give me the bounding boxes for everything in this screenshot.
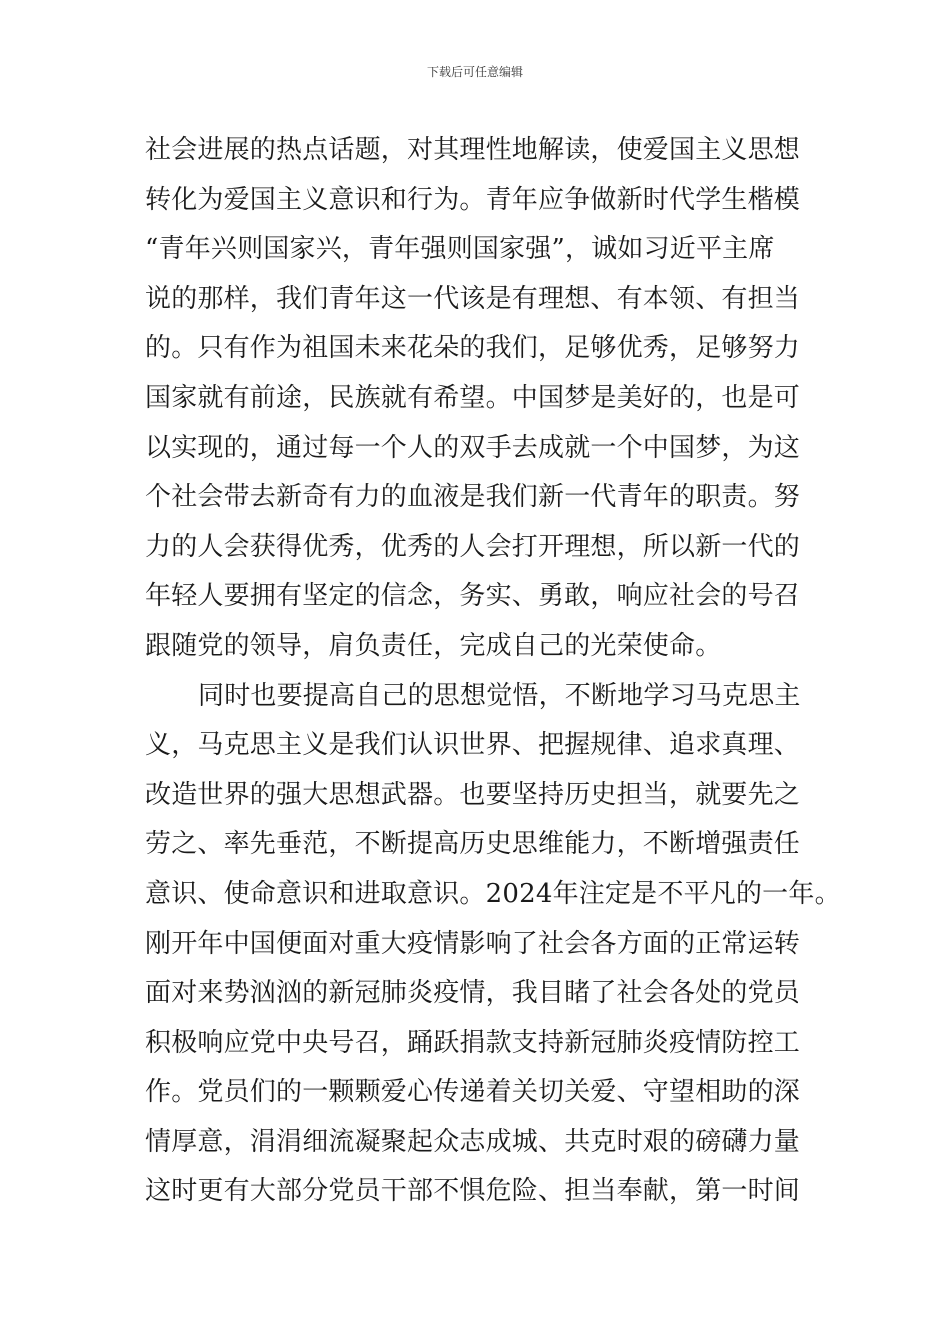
text-line: 社会进展的热点话题，对其理性地解读，使爱国主义思想 — [145, 135, 801, 165]
text-line: 力的人会获得优秀，优秀的人会打开理想，所以新一代的 — [145, 531, 801, 562]
text-line: 刚开年中国便面对重大疫情影响了社会各方面的正常运转 — [145, 928, 801, 959]
text-line: 说的那样，我们青年这一代该是有理想、有本领、有担当 — [145, 283, 801, 314]
text-line: 面对来势汹汹的新冠肺炎疫情，我目睹了社会各处的党员 — [145, 978, 801, 1009]
text-line: “青年兴则国家兴，青年强则国家强”，诚如习近平主席 — [145, 234, 775, 265]
text-line: 转化为爱国主义意识和行为。青年应争做新时代学生楷模 — [145, 184, 801, 215]
text-line: 积极响应党中央号召，踊跃捐款支持新冠肺炎疫情防控工 — [145, 1027, 801, 1058]
text-line: 年轻人要拥有坚定的信念，务实、勇敢，响应社会的号召 — [145, 581, 801, 612]
text-line: 个社会带去新奇有力的血液是我们新一代青年的职责。努 — [145, 482, 801, 513]
text-line: 劳之、率先垂范，不断提高历史思维能力，不断增强责任 — [145, 829, 801, 860]
document-body — [145, 126, 841, 1217]
text-line: 这时更有大部分党员干部不惧危险、担当奉献，第一时间 — [145, 1176, 801, 1207]
text-line: 情厚意，涓涓细流凝聚起众志成城、共克时艰的磅礴力量 — [145, 1126, 801, 1157]
text-line: 意识、使命意识和进取意识。2024年注定是不平凡的一年。 — [145, 878, 841, 909]
page-header: 下载后可任意编辑 — [426, 65, 523, 79]
text-line: 的。只有作为祖国未来花朵的我们，足够优秀，足够努力 — [145, 333, 801, 364]
text-line: 改造世界的强大思想武器。也要坚持历史担当，就要先之 — [145, 779, 801, 810]
text-line: 跟随党的领导，肩负责任，完成自己的光荣使命。 — [145, 630, 722, 661]
text-line: 国家就有前途，民族就有希望。中国梦是美好的，也是可 — [145, 382, 801, 413]
text-line: 义，马克思主义是我们认识世界、把握规律、追求真理、 — [145, 730, 801, 761]
paragraph-first-line: 同时也要提高自己的思想觉悟，不断地学习马克思主 — [198, 680, 801, 711]
text-line: 以实现的，通过每一个人的双手去成就一个中国梦，为这 — [145, 432, 801, 463]
text-line: 作。党员们的一颗颗爱心传递着关切关爱、守望相助的深 — [145, 1077, 801, 1108]
